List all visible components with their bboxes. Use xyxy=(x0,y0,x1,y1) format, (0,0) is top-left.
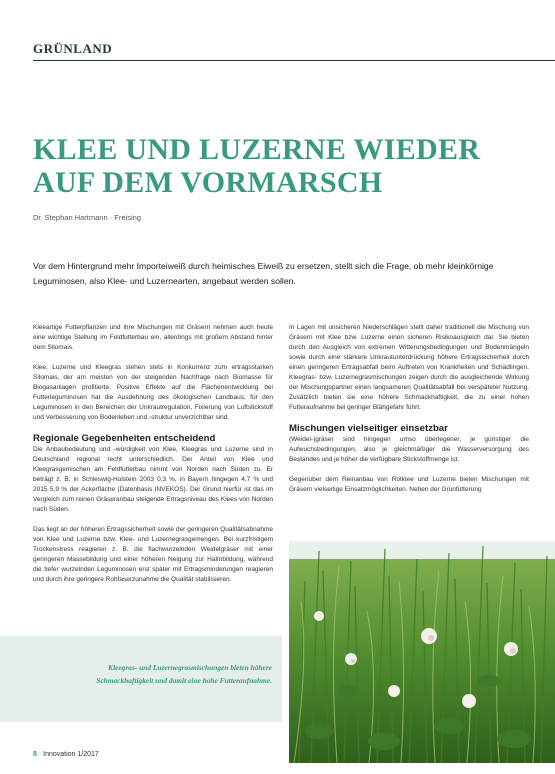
section-divider xyxy=(33,60,555,61)
section-label: GRÜNLAND xyxy=(33,41,113,56)
body-paragraph: In Lagen mit unsicheren Niederschlägen stellt daher traditionell die Mischung von Gräsern mit Klee bzw. Luzerne einen sicheren Risikoausgleich dar. Sie bieten durch den Ausgleich von extremen Witterungsbedingungen und Bodenmängeln sowie durch eine stärkere Unkrautunterdrückung höhere Ertragssicherheit durch einen geringeren Ertragsabfall beim Auftreten von Krankheiten und Schädlingen. Kleegras- bzw. Luzernegrasmischungen zeigen durch die ausgleichende Wirkung der Mischungspartner einen langsameren Qualitätsabfall bei verspäteter Nutzung. Zusätzlich bieten sie eine höhere Schmackhaftigkeit, die zu einer hohen Futteraufnahme bei geringer Blähgefahr führt. xyxy=(289,324,529,411)
caption-box xyxy=(0,636,282,722)
article-title xyxy=(33,133,533,199)
author-byline: Dr. Stephan Hartmann · Freising xyxy=(33,213,141,222)
title-line-1: KLEE UND LUZERNE WIEDER xyxy=(33,133,481,166)
right-column xyxy=(289,323,529,505)
page-footer xyxy=(33,751,99,758)
title-line-2: AUF DEM VORMARSCH xyxy=(33,166,383,199)
page-number: 8 xyxy=(33,751,37,758)
publication-name: · Innovation 1/2017 xyxy=(36,751,99,758)
body-paragraph: (Weidel-)gräser sind hingegen umso überlegener, je günstiger die Aufwuchsbedingungen, also je gleichmäßiger die Wasserversorgung des Bestandes und je höher die verfügbare Stickstoffmenge ist. xyxy=(289,436,529,463)
clover-field-photo xyxy=(289,541,555,763)
section-heading: Mischungen vielseitiger einsetzbar xyxy=(289,423,448,434)
lead-paragraph: Vor dem Hintergrund mehr Importeiweiß durch heimisches Eiweiß zu ersetzen, stellt sich die Frage, ob mehr kleinkörnige Leguminosen, also Klee- und Luzernearten, angebaut werden sollen. xyxy=(33,261,494,286)
left-column xyxy=(33,323,273,595)
body-paragraph: Das liegt an der höheren Ertragssicherheit sowie der geringeren Qualitätsabnahme von Klee und Luzerne bzw. Klee- und Luzernegrasgemengen. Bei kurzfristigem Trockenstress reagieren z. B. die flachwurzelnden Weidelgräser mit einer geringeren Massebildung und einer höheren Neigung zur Halmbildung, während die tiefer wurzelnden Leguminosen erst später mit Ertragsminderungen reagieren und durch ihre geringere Rohfaserzunahme die Qualität stabilisieren. xyxy=(33,526,273,583)
body-paragraph: Gegenüber dem Reinanbau von Rotklee und Luzerne bieten Mischungen mit Gräsern vielseitige Einsatzmöglichkeiten. Neben der Grünfütterung xyxy=(289,476,529,493)
body-paragraph: Die Anbaubedeutung und -würdigkeit von Klee, Kleegras und Luzerne sind in Deutschland regional recht unterschiedlich. Der Anteil von Klee und Kleegrasgemischen am Feldfutterbau nimmt von Norden nach Süden zu. Er beträgt z. B. in Schleswig-Holstein 2003 0,3 %, in Bayern hingegen 4,7 % und 2015 5,9 % der Ackerfläche (Datenbasis INVEKOS). Der Grund hierfür ist das im Vergleich zum reinen Gräseranbau steigende Ertragsniveau des Klees von Norden nach Süden. xyxy=(33,446,273,513)
section-heading: Regionale Gegebenheiten entscheidend xyxy=(33,433,216,444)
photo-caption: Kleegras- und Luzernegrasmischungen bieten höhere Schmackhaftigkeit und damit eine hohe Futteraufnahme. xyxy=(96,663,272,685)
body-paragraph: Klee, Luzerne und Kleegras stehen stets in Konkurrenz zum ertragsstarken Silomais, der am meisten von der steigenden Nachfrage nach Biomasse für Biogasanlagen profitierte. Positive Effekte auf die Flächenentwicklung bei Futterleguminosen hat die Ausdehnung des ökologischen Landbaus, für den Leguminosen in den Bereichen der Unkrautregulation, Fixierung von Luftstickstoff und Verbesserung von Bodenleben und -struktur unverzichtbar sind. xyxy=(33,364,273,421)
body-paragraph: Kleeartige Futterpflanzen und ihre Mischungen mit Gräsern nehmen auch heute eine wichtige Stellung im Feldfutterbau ein, allerdings mit großem Abstand hinter dem Silomais. xyxy=(33,324,273,351)
